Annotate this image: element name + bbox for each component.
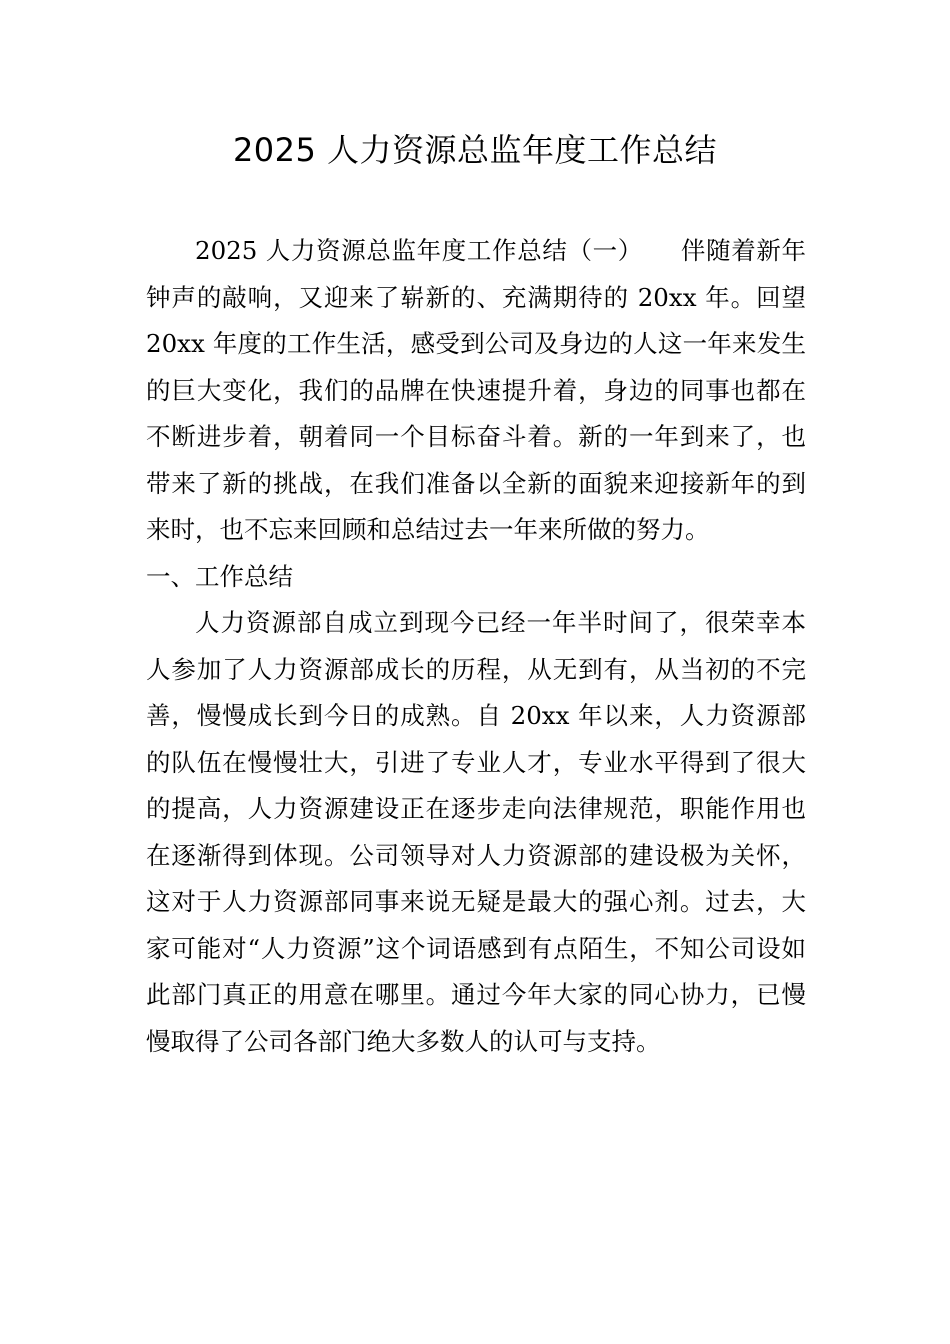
document-body [146, 228, 806, 1065]
document-title: 2025 人力资源总监年度工作总结 [232, 131, 718, 169]
work-summary-paragraph: 人力资源部自成立到现今已经一年半时间了，很荣幸本人参加了人力资源部成长的历程，从无到有，从当初的不完善，慢慢成长到今日的成熟。自 20xx 年以来，人力资源部的队伍在慢慢壮大，引进了专业人才，专业水平得到了很大的提高，人力资源建设正在逐步走向法律规范，职能作用也在逐渐得到体现。公司领导对人力资源部的建设极为关怀，这对于人力资源部同事来说无疑是最大的强心剂。过去，大家可能对“人力资源”这个词语感到有点陌生，不知公司设如此部门真正的用意在哪里。通过今年大家的同心协力，已慢慢取得了公司各部门绝大多数人的认可与支持。 [146, 608, 806, 1056]
section-heading: 一、工作总结 [146, 561, 293, 591]
intro-paragraph: 2025 人力资源总监年度工作总结（一） 伴随着新年钟声的敲响，又迎来了崭新的、充满期待的 20xx 年。回望 20xx 年度的工作生活，感受到公司及身边的人这一年来发生的巨大变化，我们的品牌在快速提升着，身边的同事也都在不断进步着，朝着同一个目标奋斗着。新的一年到来了，也带来了新的挑战，在我们准备以全新的面貌来迎接新年的到来时，也不忘来回顾和总结过去一年来所做的努力。 [146, 236, 806, 544]
